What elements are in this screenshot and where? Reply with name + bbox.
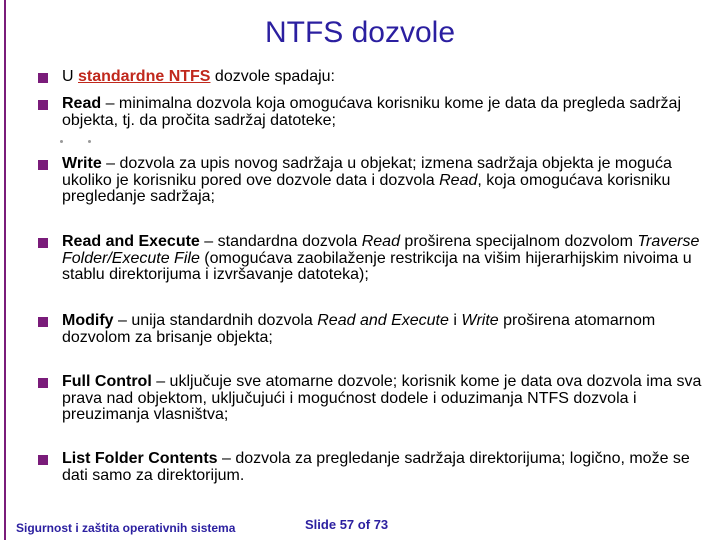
permission-name: Modify (62, 312, 114, 329)
bullet-marker (38, 238, 48, 248)
bullet-text: Modify – unija standardnih dozvola Read and Execute i Write proširena atomarnom dozvolom za brisanje objekta; (62, 312, 656, 346)
permission-name: List Folder Contents (62, 450, 218, 467)
footer-slide-counter: Slide 57 of 73 (305, 517, 389, 532)
bullet-marker (38, 100, 48, 110)
bullet-marker (38, 160, 48, 170)
left-border-rule (4, 0, 6, 540)
footer-course-title: Sigurnost i zaštita operativnih sistema (16, 521, 236, 535)
bullet-text: Full Control – uključuje sve atomarne dozvole; korisnik kome je data ova dozvola ima sva prava nad objektom, uključujući i mogućnost dodele i oduzimanja NTFS dozvola i preuzimanja vlasništva; (62, 373, 702, 423)
bullet-marker (38, 455, 48, 465)
permission-name: Write (62, 155, 102, 172)
permission-name: Full Control (62, 373, 152, 390)
decorative-dots (60, 140, 100, 146)
dot (60, 140, 63, 143)
slide-number: 57 (339, 517, 355, 532)
dot (88, 140, 91, 143)
total-slides: 73 (373, 517, 389, 532)
bullet-marker (38, 378, 48, 388)
bullet-marker (38, 317, 48, 327)
bullet-marker (38, 73, 48, 83)
standard-ntfs-highlight: standardne NTFS (78, 68, 211, 85)
bullet-text: List Folder Contents – dozvola za pregledanje sadržaja direktorijuma; logično, može se dati samo za direktorijum. (62, 450, 690, 484)
permission-name: Read (62, 95, 102, 112)
bullet-text: Read and Execute – standardna dozvola Read proširena specijalnom dozvolom Traverse Folder/Execute File (omogućava zaobilaženje restrikcija na višim hijerarhijskim nivoima u stablu direktorijuma i izvršavanje datoteka); (62, 233, 700, 283)
bullet-text: Write – dozvola za upis novog sadržaja u objekat; izmena sadržaja objekta je moguća ukoliko je korisniku pored ove dozvole data i dozvola Read, koja omogućava korisniku pregledanje sadržaja; (62, 155, 672, 205)
permission-name: Read and Execute (62, 233, 200, 250)
slide-title: NTFS dozvole (264, 16, 456, 49)
bullet-text: U standardne NTFS dozvole spadaju: (62, 68, 335, 85)
bullet-text: Read – minimalna dozvola koja omogućava korisniku kome je data da pregleda sadržaj objekta, tj. da pročita sadržaj datoteke; (62, 95, 681, 129)
